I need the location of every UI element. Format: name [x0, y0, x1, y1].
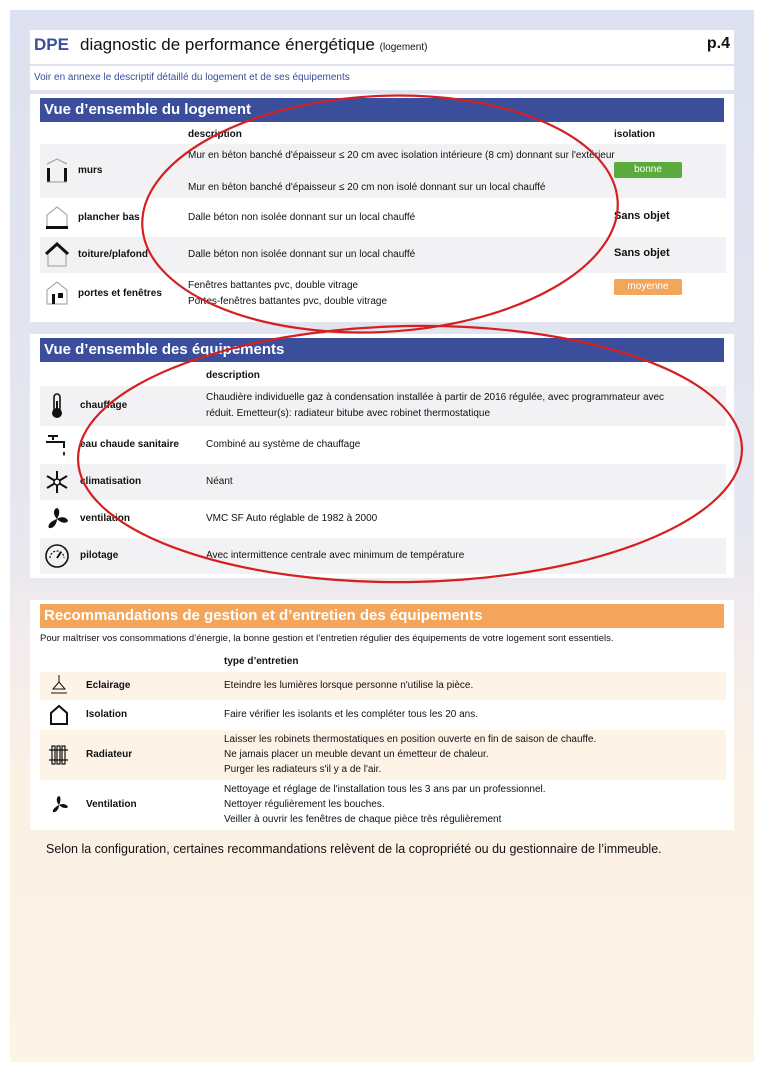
row-line-3: Veiller à ouvrir les fenêtres de chaque pièce très régulièrement	[224, 814, 502, 825]
row-desc-2: réduit. Emetteur(s): radiateur bitube avec robinet thermostatique	[206, 408, 491, 419]
isolation-value: Sans objet	[614, 247, 670, 259]
equip-row-pilotage	[40, 538, 726, 574]
page-header	[30, 30, 734, 64]
logement-title: Vue d’ensemble du logement	[40, 98, 724, 122]
equipements-title: Vue d’ensemble des équipements	[40, 338, 724, 362]
row-label: plancher bas	[78, 212, 140, 223]
roof-icon	[44, 242, 70, 268]
logement-row-toiture	[40, 237, 726, 273]
row-label: chauffage	[80, 400, 128, 411]
row-line-2: Nettoyer régulièrement les bouches.	[224, 799, 385, 810]
row-desc-1: Fenêtres battantes pvc, double vitrage	[188, 280, 359, 291]
page-number: p.4	[706, 35, 730, 52]
house-icon	[46, 702, 72, 728]
row-line-3: Purger les radiateurs s'il y a de l'air.	[224, 764, 382, 775]
row-line-1: Eteindre les lumières lorsque personne n'utilise la pièce.	[224, 680, 474, 691]
equipements-col-description: description	[206, 370, 260, 381]
row-label: murs	[78, 165, 103, 176]
row-desc-1: Dalle béton non isolée donnant sur un local chauffé	[188, 249, 416, 260]
equip-row-ecs	[40, 427, 726, 463]
page-title-text: diagnostic de performance énergétique	[80, 35, 375, 54]
page	[10, 10, 754, 1062]
row-label: Eclairage	[86, 680, 131, 691]
row-desc-1: VMC SF Auto réglable de 1982 à 2000	[206, 513, 378, 524]
row-label: Radiateur	[86, 749, 133, 760]
row-label: climatisation	[80, 476, 142, 487]
logement-col-isolation: isolation	[614, 129, 656, 140]
equip-row-climatisation	[40, 464, 726, 500]
row-label: toiture/plafond	[78, 249, 148, 260]
annex-note-bar	[30, 66, 734, 90]
isolation-value: Sans objet	[614, 210, 670, 222]
logement-row-plancher	[40, 200, 726, 236]
equip-row-chauffage	[40, 386, 726, 426]
thermometer-icon	[44, 393, 70, 419]
recommandations-section	[30, 600, 734, 830]
recommandations-footer: Selon la configuration, certaines recommandations relèvent de la copropriété ou du gestionnaire de l’immeuble.	[46, 842, 662, 856]
logement-row-portes	[40, 274, 726, 314]
equipements-section	[30, 334, 734, 578]
recommandations-col-type: type d’entretien	[224, 656, 299, 667]
floor-icon	[44, 205, 70, 231]
row-desc-1: Chaudière individuelle gaz à condensation installée à partir de 2016 régulée, avec programmateur avec	[206, 392, 665, 403]
radiator-icon	[46, 742, 72, 768]
logement-section	[30, 94, 734, 322]
reco-row-ventilation	[40, 781, 726, 829]
wall-icon	[44, 158, 70, 184]
row-label: ventilation	[80, 513, 131, 524]
row-desc-1: Combiné au système de chauffage	[206, 439, 361, 450]
reco-row-radiateur	[40, 730, 726, 780]
faucet-icon	[44, 432, 70, 458]
equip-row-ventilation	[40, 501, 726, 537]
row-desc-1: Avec intermittence centrale avec minimum de température	[206, 550, 465, 561]
row-desc-1: Dalle béton non isolée donnant sur un local chauffé	[188, 212, 416, 223]
row-line-2: Ne jamais placer un meuble devant un émetteur de chaleur.	[224, 749, 489, 760]
row-desc-2: Portes-fenêtres battantes pvc, double vitrage	[188, 296, 388, 307]
reco-row-isolation	[40, 701, 726, 729]
row-label: portes et fenêtres	[78, 288, 162, 299]
row-label: Ventilation	[86, 799, 137, 810]
row-label: eau chaude sanitaire	[80, 439, 179, 450]
row-line-1: Faire vérifier les isolants et les compléter tous les 20 ans.	[224, 709, 478, 720]
window-icon	[44, 280, 70, 306]
fan-icon	[44, 506, 70, 532]
logement-row-murs	[40, 144, 726, 198]
row-line-1: Nettoyage et réglage de l'installation tous les 3 ans par un professionnel.	[224, 784, 546, 795]
row-label: Isolation	[86, 709, 128, 720]
recommandations-title: Recommandations de gestion et d’entretien des équipements	[40, 604, 724, 628]
isolation-badge-medium: moyenne	[614, 279, 682, 295]
annex-note: Voir en annexe le descriptif détaillé du logement et de ses équipements	[34, 72, 350, 83]
row-desc-2: Mur en béton banché d'épaisseur ≤ 20 cm non isolé donnant sur un local chauffé	[188, 182, 546, 193]
lamp-icon	[46, 673, 72, 699]
row-line-1: Laisser les robinets thermostatiques en position ouverte en fin de saison de chauffe.	[224, 734, 597, 745]
isolation-badge-good: bonne	[614, 162, 682, 178]
row-label: pilotage	[80, 550, 119, 561]
page-title	[80, 35, 427, 55]
gauge-icon	[44, 543, 70, 569]
dpe-label: DPE	[34, 35, 69, 54]
row-desc-1: Mur en béton banché d'épaisseur ≤ 20 cm avec isolation intérieure (8 cm) donnant sur l'extérieur	[188, 150, 615, 161]
page-title-suffix: (logement)	[379, 42, 428, 53]
recommandations-intro: Pour maîtriser vos consommations d’énergie, la bonne gestion et l’entretien régulier des équipements de votre logement sont essentiels.	[40, 633, 614, 644]
row-desc-1: Néant	[206, 476, 233, 487]
fan-icon	[46, 792, 72, 818]
logement-col-description: description	[188, 129, 242, 140]
snowflake-icon	[44, 469, 70, 495]
reco-row-eclairage	[40, 672, 726, 700]
